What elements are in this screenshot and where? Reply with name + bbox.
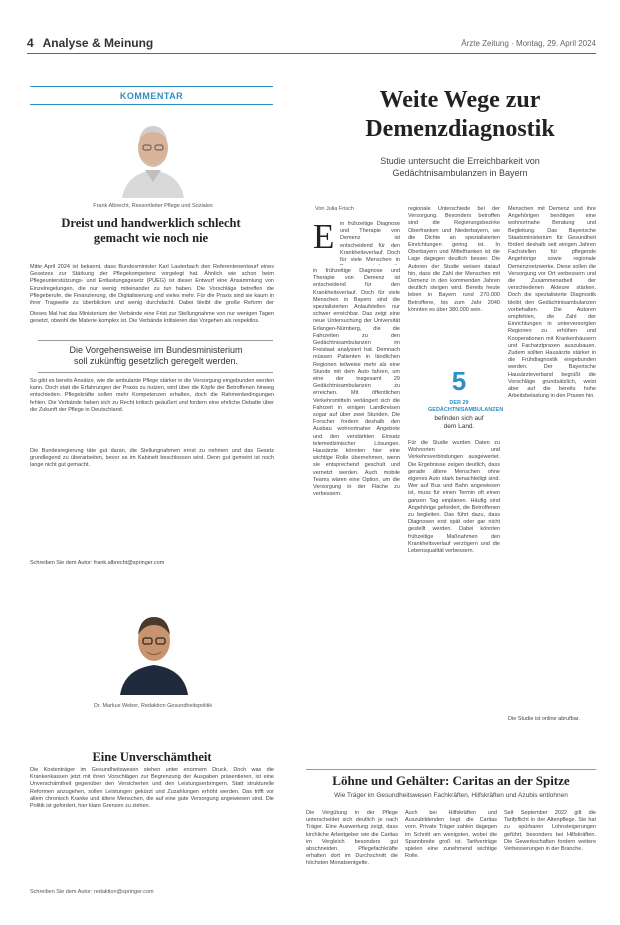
kommentar-rule-top <box>30 86 273 87</box>
kommentar-body-1: Mitte April 2024 ist bekannt, dass Bundesminister Karl Lauterbach den Referentenentwurf eines Gesetzes zur Stärkung der Pflegekompetenz vorgelegt hat. Ähnlich wie schon beim Pflegeunterstützungs- und Entlastungsgesetz (PUEG) ist dieser Entwurf eine Ansammlung von Einzelregelungen, die nur wenig miteinander zu tun haben. Die Vorschläge betreffen die Pflegeberufe, die Finanzierung, die Digitalisierung und vieles mehr. Für die Praxis sind sie kaum in ihrer Tragweite zu überblicken und wenig durchdacht. Dabei bleibt die große Reform der <box>30 264 274 307</box>
article-col2-bottom: Für die Studie wurden Daten zu Wohnorten und Verkehrsverbindungen ausgewertet. Die Ergebnisse zeigen deutlich, dass gerade ältere Menschen ohne eigenes Auto stark benachteiligt sind. Wer auf Bus und Bahn angewiesen ist, muss für einen Termin oft einen ganzen Tag einplanen. Häufig sind Angehörige gefordert, die Betroffenen zu begleiten. Das führt dazu, dass Diagnosen erst spät oder gar nicht gestellt werden. Dabei könnten frühzeitige Maßnahmen den Krankheitsverlauf verzögern und die Lebensqualität verbessern. <box>408 440 500 555</box>
stat-number: 5 <box>451 366 467 396</box>
section-title: Analyse & Meinung <box>42 36 154 50</box>
kommentar-body-2: Dieses Mal hat das Ministerium der Verbände eine Frist zur Stellungnahme von nur wenigen Tagen gesetzt, obwohl die Materie komplex ist. Die Verbände kritisieren das Vorgehen als respektlos. <box>30 311 274 325</box>
footer-note: Schreiben Sie dem Autor: redaktion@springer.com <box>30 889 154 895</box>
kommentar-rule-bottom <box>30 104 273 105</box>
article2-col3: Seit September 2022 gilt die Tarifpflicht in der Altenpflege. Sie hat zu spürbaren Lohnsteigerungen geführt, besonders bei Hilfskräften. Die Gewerkschaften fordern weitere Verbesserungen in der Branche. <box>504 810 596 853</box>
article2-rule <box>306 769 596 770</box>
kommentar-label: KOMMENTAR <box>119 91 184 101</box>
section-header <box>27 36 153 50</box>
stat-sublabel: befinden sich auf dem Land. <box>434 415 484 430</box>
second-body: Die Kostenträger im Gesundheitswesen stehen unter enormem Druck. Doch was die Krankenkassen jetzt mit ihren Vorschlägen zur Begrenzung der Ausgaben präsentieren, ist eine Unverschämtheit gegenüber den Versicherten und den Leistungserbringern. Statt strukturelle Reformen anzugehen, sollen Leistungen gekürzt und Zuzahlungen erhöht werden. Das trifft vor allem chronisch Kranke und ältere Menschen, die auf eine gute Versorgung angewiesen sind. Die Politik ist gefordert, hier klare Grenzen zu ziehen. <box>30 767 274 810</box>
article-col3: Menschen mit Demenz und ihre Angehörigen benötigen eine wohnortnahe Beratung und Begleitung. Das Bayerische Staatsministerium für Gesundheit fördert deshalb seit einigen Jahren Fachstellen für pflegende Angehörige sowie regionale Demenznetzwerke. Diese sollen die Versorgung vor Ort verbessern und die Zusammenarbeit der verschiedenen Akteure stärken. Doch die spezialisierte Diagnostik bleibt den Gedächtnisambulanzen vorbehalten. Die Autoren empfehlen, die Zahl der Einrichtungen in unterversorgten Regionen zu erhöhen und Kooperationen mit Krankenhäusern und Facharztpraxen auszubauen. Zudem sollten Hausärzte stärker in die Frühdiagnostik eingebunden werden. Der Bayerische Hausärzteverband begrüßt die Vorschläge grundsätzlich, weist aber auf die bereits hohe Arbeitsbelastung in den Praxen hin. <box>508 206 596 400</box>
article-subtitle: Studie untersucht die Erreichbarkeit von Gedächtnisambulanzen in Bayern <box>380 156 540 178</box>
article-byline: Von Julia Frisch <box>315 206 354 212</box>
article-note: Die Studie ist online abrufbar. <box>508 716 580 722</box>
author-photo-1 <box>112 110 194 198</box>
pullquote: Die Vorgehensweise im Bundesministerium soll zukünftig gesetzlich geregelt werden. <box>69 345 243 366</box>
header-rule <box>27 53 596 54</box>
article2-col1: Die Vergütung in der Pflege unterscheidet sich deutlich je nach Träger. Eine Auswertung zeigt, dass kirchliche Arbeitgeber wie die Caritas im Vergleich besonders gut abschneiden. Pflegefachkräfte erhalten dort im Durchschnitt die höchsten Monatsentgelte. <box>306 810 398 867</box>
pullquote-rule-top <box>38 340 273 341</box>
kommentar-note: Schreiben Sie dem Autor: frank.albrecht@springer.com <box>30 560 165 566</box>
pullquote-rule-bottom <box>38 372 273 373</box>
drop-cap: E <box>313 217 335 256</box>
article-col2-top: regionale Unterschiede bei der Versorgung. Besonders betroffen sind die Regierungsbezirke Oberfranken und Niederbayern, wo die Dichte an spezialisierten Einrichtungen gering ist. In Oberbayern und Mittelfranken ist die Lage dagegen deutlich besser. Die Autoren der Studie weisen darauf hin, dass die Zahl der Menschen mit Demenz in den kommenden Jahren deutlich steigen wird. Bereits heute leben in Bayern rund 270.000 Betroffene, bis zum Jahr 2040 könnten es über 380.000 sein. <box>408 206 500 313</box>
article2-subtitle: Wie Träger im Gesundheitswesen Fachkräften, Hilfskräften und Azubis entlohnen <box>334 792 568 799</box>
second-headline: Eine Unverschämtheit <box>92 750 212 764</box>
author-caption-1: Frank Albrecht, Ressortleiter Pflege und Soziales <box>93 203 213 209</box>
article2-title: Löhne und Gehälter: Caritas an der Spitze <box>332 773 570 788</box>
author-caption-2: Dr. Markus Weber, Redaktion Gesundheitspolitik <box>93 703 213 709</box>
page-number: 4 <box>27 36 34 50</box>
article-col1-intro: in frühzeitige Diagnose und Therapie von Demenz ist entscheidend für den Krankheitsverlauf. Doch für viele Menschen in <box>340 221 400 264</box>
article2-col2: Auch bei Hilfskräften und Auszubildenden liegt die Caritas vorn. Private Träger zahlen dagegen im Schnitt am wenigsten, wobei die Spannbreite groß ist. Tarifverträge spielen eine zunehmend wichtige Rolle. <box>405 810 497 860</box>
author-photo-2 <box>114 595 194 695</box>
kommentar-body-3: So gibt es bereits Ansätze, wie die ambulante Pflege stärker in die Versorgung eingebunden werden kann. Doch statt die Erfahrungen der Praxis zu nutzen, wird über die Köpfe der Betroffenen hinweg entschieden. Pflegekräfte sollen mehr Kompetenzen erhalten, doch die Rahmenbedingungen fehlen. Die Verbände haben sich zu Recht kritisch geäußert und fordern eine ehrliche Debatte über die Zukunft der Pflege in Deutschland. <box>30 378 274 413</box>
issue-info: Ärzte Zeitung · Montag, 29. April 2024 <box>461 39 596 48</box>
stat-label: DER 29 GEDÄCHTNISAMBULANZEN <box>428 400 504 413</box>
kommentar-body-4: Die Bundesregierung täte gut daran, die Stellungnahmen ernst zu nehmen und das Gesetz grundlegend zu überarbeiten, bevor es im Kabinett beschlossen wird. Denn gut gemeint ist noch lange nicht gut gemacht. <box>30 448 274 469</box>
article-title: Weite Wege zur Demenzdiagnostik <box>365 87 555 142</box>
kommentar-headline: Dreist und handwerklich schlecht gemacht wie noch nie <box>61 216 241 245</box>
article-col1: in frühzeitige Diagnose und Therapie von Demenz ist entscheidend für den Krankheitsverlauf. Doch für viele Menschen in Bayern sind die spezialisierten Anlaufstellen nur schwer erreichbar. Das zeigt eine neue Untersuchung der Universität Erlangen-Nürnberg, die die Fahrzeiten zu den Gedächtnisambulanzen im Freistaat analysiert hat. Demnach müssen Patienten in ländlichen Regionen teilweise mehr als eine Stunde mit dem Auto fahren, um eine der insgesamt 29 Gedächtnisambulanzen zu erreichen. Mit öffentlichen Verkehrsmitteln verlängert sich die Fahrzeit in einigen Landkreisen sogar auf über zwei Stunden. Die Forscher fordern deshalb den Ausbau wohnortnaher Angebote und den verstärkten Einsatz telemedizinischer Lösungen. Hausärzte könnten hier eine wichtige Rolle übernehmen, wenn sie entsprechend geschult und vernetzt werden. Auch mobile Teams wären eine Option, um die Versorgung in der Fläche zu verbessern. <box>313 268 400 498</box>
